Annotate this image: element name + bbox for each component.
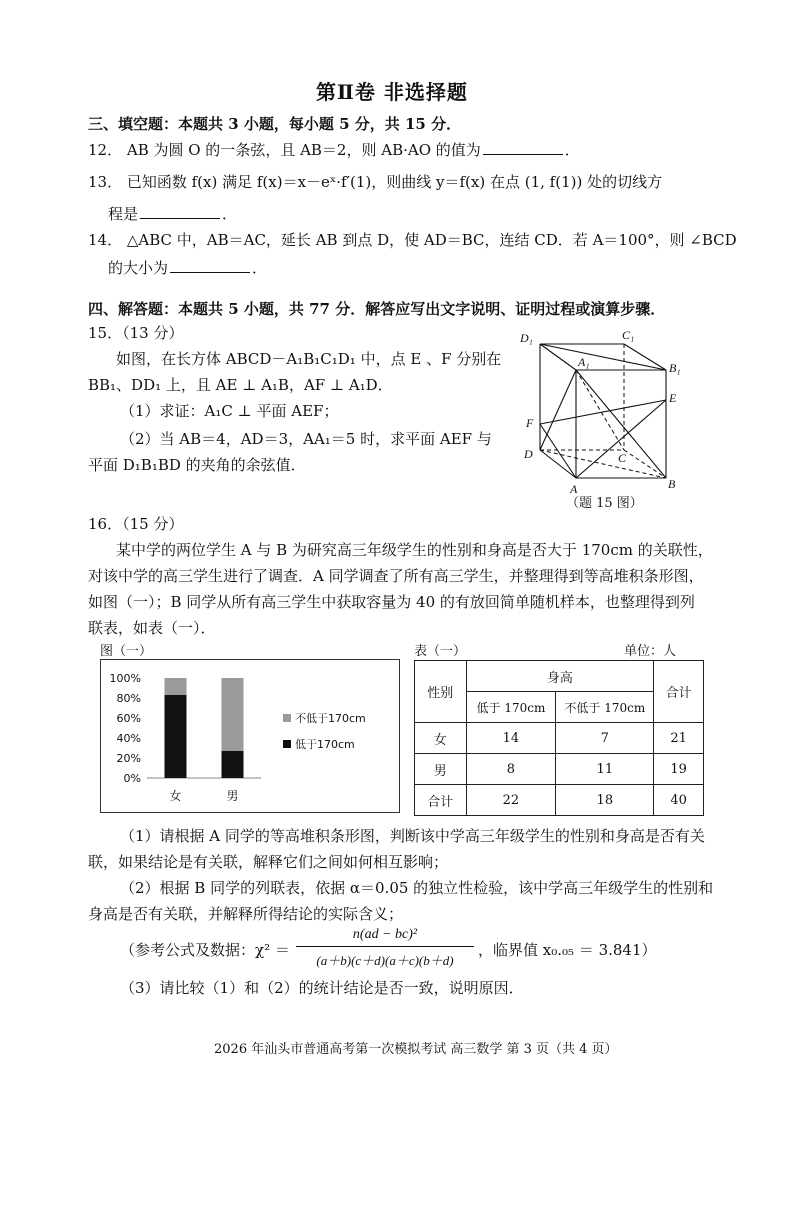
bar-segment bbox=[165, 678, 187, 695]
label-d1: D₁ bbox=[520, 331, 533, 345]
question-13-line1: 13． 已知函数 f(x) 满足 f(x)＝x－eˣ·f′(1)，则曲线 y＝f(x) 在点 (1, f(1)) 处的切线方 bbox=[88, 173, 663, 191]
cell-high: 18 bbox=[556, 785, 654, 816]
formula-suffix: ，临界值 x₀.₀₅ ＝ 3.841） bbox=[478, 941, 657, 959]
label-d: D bbox=[524, 447, 533, 461]
cell-low: 22 bbox=[466, 785, 556, 816]
table-header-row bbox=[415, 661, 704, 692]
q14-answer-blank[interactable] bbox=[170, 258, 250, 273]
q16-head: 16．（15 分） bbox=[88, 515, 184, 533]
label-b: B bbox=[668, 477, 676, 491]
legend-swatch bbox=[283, 714, 291, 722]
fig15-caption: （题 15 图） bbox=[566, 496, 643, 511]
q15-head: 15．（13 分） bbox=[88, 324, 184, 342]
bar-segment bbox=[165, 695, 187, 778]
section3-heading: 三、填空题：本题共 3 小题，每小题 5 分，共 15 分． bbox=[88, 115, 462, 133]
cell-total: 21 bbox=[654, 723, 704, 754]
q16-line1: 某中学的两位学生 A 与 B 为研究高三年级学生的性别和身高是否大于 170cm 的关联性， bbox=[116, 541, 713, 559]
q15-line2: BB₁、DD₁ 上，且 AE ⊥ A₁B，AF ⊥ A₁D． bbox=[88, 376, 393, 394]
y-tick-label: 100% bbox=[109, 672, 141, 685]
q16-sub1-line2: 联，如果结论是有关联，解释它们之间如何相互影响； bbox=[88, 853, 449, 871]
header-gender: 性别 bbox=[415, 661, 467, 723]
q16-line4: 联表，如表（一）． bbox=[88, 619, 216, 637]
q15-part2: （2）当 AB＝4，AD＝3，AA₁＝5 时，求平面 AEF 与 bbox=[120, 430, 492, 448]
cell-total: 19 bbox=[654, 754, 704, 785]
contingency-table bbox=[414, 660, 704, 816]
label-c1: C₁ bbox=[622, 328, 635, 342]
x-category-label: 男 bbox=[226, 789, 239, 803]
y-tick-label: 60% bbox=[116, 712, 141, 725]
q14-text: 的大小为 bbox=[108, 259, 169, 277]
q12-text: 12． AB 为圆 O 的一条弦，且 AB＝2，则 AB·AO 的值为 bbox=[88, 141, 481, 159]
question-14-line2: 的大小为 ． bbox=[108, 259, 268, 277]
label-a1: A₁ bbox=[578, 355, 590, 369]
section4-heading: 四、解答题：本题共 5 小题，共 77 分．解答应写出文字说明、证明过程或演算步骤． bbox=[88, 300, 666, 318]
label-c: C bbox=[618, 451, 627, 465]
q16-sub2-line1: （2）根据 B 同学的列联表，依据 α＝0.05 的独立性检验，该中学高三年级学生的性别和 bbox=[120, 879, 714, 897]
bar-segment bbox=[222, 751, 244, 778]
col-not-below-170: 不低于 170cm bbox=[556, 692, 654, 723]
stacked-bar-chart bbox=[100, 659, 400, 813]
question-14-line1: 14． △ABC 中，AB＝AC，延长 AB 到点 D，使 AD＝BC，连结 CD．若 A＝100°，则 ∠BCD bbox=[88, 231, 737, 249]
formula-denominator: (a＋b)(c＋d)(a＋c)(b＋d) bbox=[316, 953, 454, 968]
formula-fraction-bar bbox=[296, 946, 474, 947]
q15-part1: （1）求证：A₁C ⊥ 平面 AEF； bbox=[120, 402, 339, 420]
y-tick-label: 20% bbox=[116, 752, 141, 765]
q16-line2: 对该中学的高三学生进行了调查．A 同学调查了所有高三学生，并整理得到等高堆积条形图， bbox=[88, 567, 704, 585]
row-label: 女 bbox=[415, 723, 467, 754]
cell-total: 40 bbox=[654, 785, 704, 816]
legend-label: 低于170cm bbox=[295, 738, 355, 751]
label-e: E bbox=[669, 391, 677, 405]
figure1-label: 图（一） bbox=[100, 644, 153, 659]
cell-low: 8 bbox=[466, 754, 556, 785]
chart-svg bbox=[101, 660, 399, 812]
question-13-line2: 程是 ． bbox=[108, 205, 238, 223]
q13-text: 程是 bbox=[108, 205, 139, 223]
legend-label: 不低于170cm bbox=[295, 712, 366, 725]
table-label: 表（一） bbox=[414, 644, 467, 659]
q13-answer-blank[interactable] bbox=[140, 204, 220, 219]
cuboid-figure bbox=[512, 328, 692, 508]
header-total: 合计 bbox=[654, 661, 704, 723]
line-a1d bbox=[540, 370, 576, 450]
line-a1c-hidden bbox=[576, 370, 624, 450]
edge-da bbox=[540, 450, 576, 478]
line-fe bbox=[540, 400, 666, 424]
y-tick-label: 0% bbox=[123, 772, 141, 785]
bar-segment bbox=[222, 678, 244, 751]
table-row bbox=[415, 754, 704, 785]
col-below-170: 低于 170cm bbox=[466, 692, 556, 723]
header-height: 身高 bbox=[466, 661, 654, 692]
row-label: 男 bbox=[415, 754, 467, 785]
label-b1: B₁ bbox=[669, 361, 681, 375]
q16-line3: 如图（一）；B 同学从所有高三学生中获取容量为 40 的有放回简单随机样本，也整理得到列 bbox=[88, 593, 695, 611]
q16-sub3: （3）请比较（1）和（2）的统计结论是否一致，说明原因． bbox=[120, 979, 524, 997]
label-f: F bbox=[526, 416, 534, 430]
cell-high: 7 bbox=[556, 723, 654, 754]
line-ae bbox=[576, 400, 666, 478]
row-label: 合计 bbox=[415, 785, 467, 816]
table-row bbox=[415, 723, 704, 754]
legend-swatch bbox=[283, 740, 291, 748]
q12-answer-blank[interactable] bbox=[483, 140, 563, 155]
q15-line1: 如图，在长方体 ABCD－A₁B₁C₁D₁ 中，点 E 、F 分别在 bbox=[116, 350, 502, 368]
question-12: 12． AB 为圆 O 的一条弦，且 AB＝2，则 AB·AO 的值为 ． bbox=[88, 141, 580, 159]
q16-sub1-line1: （1）请根据 A 同学的等高堆积条形图，判断该中学高三年级学生的性别和身高是否有关 bbox=[120, 827, 705, 845]
unit-label: 单位：人 bbox=[624, 644, 677, 659]
page-footer: 2026 年汕头市普通高考第一次模拟考试 高三数学 第 3 页（共 4 页） bbox=[214, 1042, 618, 1057]
q16-sub2-line2: 身高是否有关联，并解释所得结论的实际含义； bbox=[88, 905, 404, 923]
cell-high: 11 bbox=[556, 754, 654, 785]
table-row bbox=[415, 785, 704, 816]
cell-low: 14 bbox=[466, 723, 556, 754]
formula-prefix: （参考公式及数据：χ² ＝ bbox=[120, 941, 290, 959]
x-category-label: 女 bbox=[169, 789, 182, 803]
y-tick-label: 40% bbox=[116, 732, 141, 745]
line-af bbox=[540, 424, 576, 478]
page-title: 第Ⅱ卷 非选择题 bbox=[316, 80, 468, 104]
y-tick-label: 80% bbox=[116, 692, 141, 705]
label-a: A bbox=[570, 482, 578, 496]
formula-numerator: n(ad − bc)² bbox=[352, 927, 418, 942]
q15-part2-cont: 平面 D₁B₁BD 的夹角的余弦值． bbox=[88, 456, 306, 474]
